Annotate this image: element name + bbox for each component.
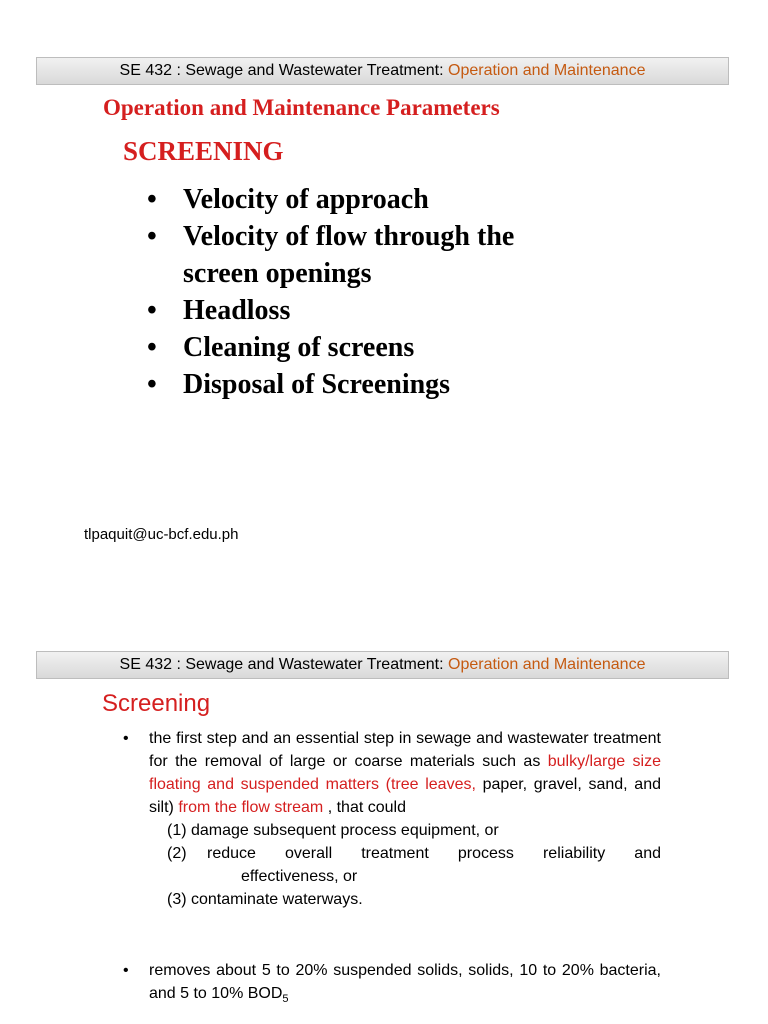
list-item: [147, 366, 593, 403]
subscript: 5: [282, 993, 289, 1005]
list-item-text: Cleaning of screens: [183, 332, 415, 363]
parameter-list: [147, 181, 593, 403]
slide-subtitle: SCREENING: [123, 136, 284, 166]
slide-header: [36, 651, 729, 679]
list-item: [147, 292, 593, 329]
paragraph: [149, 727, 661, 911]
header-topic: Operation and Maintenance: [448, 62, 646, 79]
list-item-text: Velocity of flow through the screen openings: [183, 221, 515, 289]
bullet-icon: •: [147, 184, 157, 215]
text: , that could: [323, 799, 406, 816]
slide-title: Operation and Maintenance Parameters: [103, 95, 500, 120]
bullet-icon: •: [123, 730, 129, 747]
bullet-icon: •: [147, 221, 157, 252]
bullet-icon: •: [147, 332, 157, 363]
bullet-icon: •: [123, 962, 129, 979]
slide-title: Screening: [102, 690, 211, 717]
item-text: reduce overall treatment process reliability and: [207, 845, 661, 862]
numbered-item: (3) contaminate waterways.: [167, 891, 363, 908]
list-item: [123, 959, 661, 1011]
list-item: [147, 181, 593, 218]
bullet-icon: •: [147, 295, 157, 326]
header-course: SE 432 : Sewage and Wastewater Treatment:: [119, 656, 448, 673]
list-item: [147, 329, 593, 366]
header-course: SE 432 : Sewage and Wastewater Treatment:: [119, 62, 448, 79]
list-item: [123, 727, 661, 911]
author-email: tlpaquit@uc-bcf.edu.ph: [84, 526, 239, 543]
numbered-item-continuation: effectiveness, or: [241, 868, 358, 885]
paragraph: [149, 959, 661, 1011]
list-item-text: Headloss: [183, 295, 291, 326]
text: removes about 5 to 20% suspended solids, solids, 10 to 20% bacteria, and 5 to 10% BOD: [149, 962, 661, 1002]
list-item-text: Disposal of Screenings: [183, 369, 451, 400]
text: the first step and an essential step in sewage and wastewater treatment for the removal of large or coarse materials such as: [149, 730, 661, 770]
list-item: [147, 218, 593, 292]
numbered-item: (1) damage subsequent process equipment, or: [167, 822, 499, 839]
header-topic: Operation and Maintenance: [448, 656, 646, 673]
bullet-icon: •: [147, 369, 157, 400]
item-number: (2): [167, 845, 187, 862]
text: paper, gravel, sand, and silt): [149, 776, 662, 816]
highlight-text: from the flow stream: [178, 799, 324, 816]
highlight-text: bulky/large size floating and suspended matters (tree leaves,: [149, 753, 661, 793]
numbered-item: [167, 842, 661, 865]
list-item-text: Velocity of approach: [183, 184, 429, 215]
slide-header: [36, 57, 729, 85]
